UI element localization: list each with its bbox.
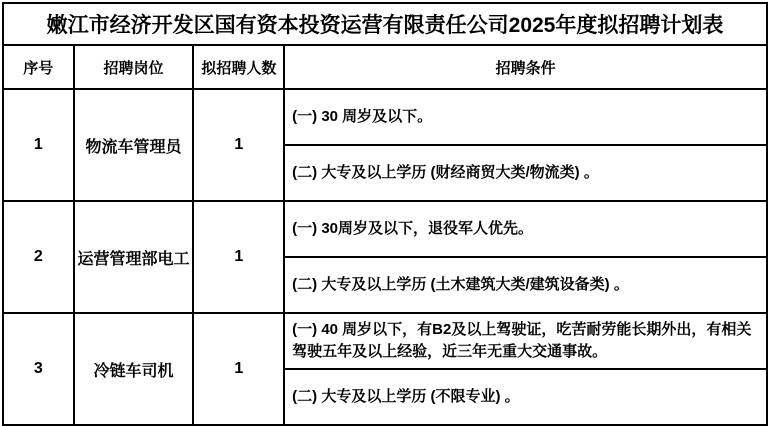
- row-index-cell: 3: [3, 313, 74, 425]
- condition-cell: (二) 大专及以上学历 (财经商贸大类/物流类) 。: [284, 145, 767, 201]
- position-cell: 运营管理部电工: [74, 201, 194, 313]
- col-header-position: 招聘岗位: [74, 45, 194, 89]
- row-index-cell: 1: [3, 89, 74, 201]
- row-index-cell: 2: [3, 201, 74, 313]
- col-header-index: 序号: [3, 45, 74, 89]
- headcount-cell: 1: [193, 89, 284, 201]
- title-row: [3, 3, 767, 45]
- table-title: 嫩江市经济开发区国有资本投资运营有限责任公司2025年度拟招聘计划表: [3, 3, 767, 45]
- recruitment-plan-table: [2, 2, 768, 426]
- position-cell: 冷链车司机: [74, 313, 194, 425]
- table-row: [3, 313, 767, 369]
- condition-cell: (一) 30 周岁及以下。: [284, 89, 767, 145]
- position-cell: 物流车管理员: [74, 89, 194, 201]
- table-row: [3, 201, 767, 257]
- headcount-cell: 1: [193, 313, 284, 425]
- condition-cell: (一) 40 周岁以下，有B2及以上驾驶证，吃苦耐劳能长期外出，有相关驾驶五年及以上经验，近三年无重大交通事故。: [284, 313, 767, 369]
- header-row: [3, 45, 767, 89]
- condition-cell: (二) 大专及以上学历 (土木建筑大类/建筑设备类) 。: [284, 257, 767, 313]
- condition-cell: (二) 大专及以上学历 (不限专业) 。: [284, 369, 767, 425]
- headcount-cell: 1: [193, 201, 284, 313]
- table-row: [3, 89, 767, 145]
- condition-cell: (一) 30周岁及以下，退役军人优先。: [284, 201, 767, 257]
- col-header-requirements: 招聘条件: [284, 45, 767, 89]
- col-header-headcount: 拟招聘人数: [193, 45, 284, 89]
